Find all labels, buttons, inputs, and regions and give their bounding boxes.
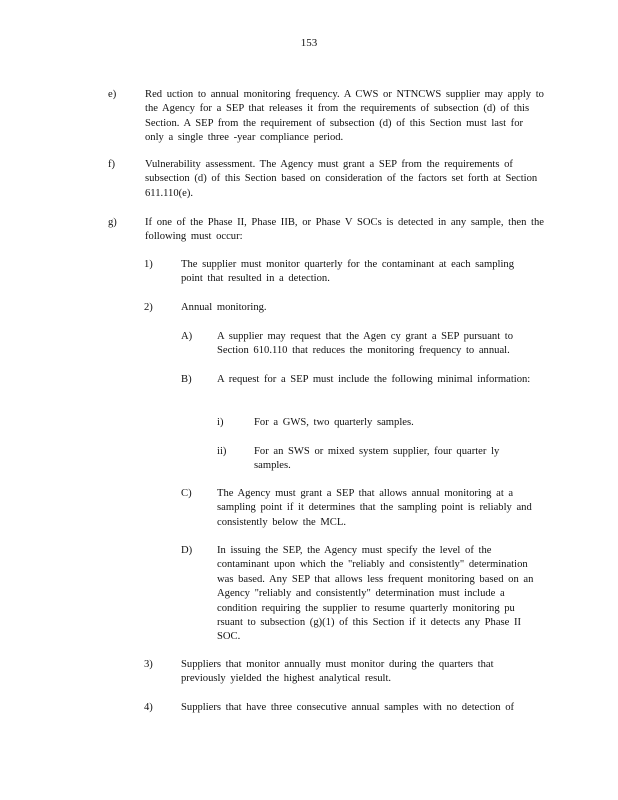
subparagraph-marker: A) xyxy=(181,331,193,342)
subparagraph-marker: 4) xyxy=(144,702,153,713)
subparagraph-marker: D) xyxy=(181,545,193,556)
subparagraph-text: Suppliers that have three consecutive annual samples with no detection of xyxy=(181,702,515,713)
paragraph-marker: f) xyxy=(108,159,116,170)
paragraph-text: If one of the Phase II, Phase IIB, or Phase V SOCs is detected in any sample, then the following must occur: xyxy=(145,217,544,243)
subparagraph-text: Suppliers that monitor annually must monitor during the quarters that previously yielded the highest analytical result. xyxy=(181,659,494,685)
subparagraph-text: For a GWS, two quarterly samples. xyxy=(254,417,414,428)
subparagraph-text: For an SWS or mixed system supplier, four quarter ly samples. xyxy=(254,446,500,472)
subparagraph-text: In issuing the SEP, the Agency must specify the level of the contaminant upon which the "reliably and consistently" determination was based. Any SEP that allows less frequent monitoring based on an Agency "reliably and consistently" determination must include a condition requiring the supplier to resume quarterly monitoring pu rsuant to subsection (g)(1) of this Section if it detects any Phase II SOC. xyxy=(217,545,534,643)
subparagraph-text: A request for a SEP must include the following minimal information: xyxy=(217,374,531,385)
subparagraph-marker: 2) xyxy=(144,302,153,313)
paragraph-text: Vulnerability assessment. The Agency must grant a SEP from the requirements of subsection (d) of this Section based on consideration of the factors set forth at Section 611.110(e). xyxy=(145,159,538,199)
page-number: 153 xyxy=(300,37,318,49)
subparagraph-marker: B) xyxy=(181,374,192,385)
subparagraph-text: A supplier may request that the Agen cy grant a SEP pursuant to Section 610.110 that reduces the monitoring frequency to annual. xyxy=(217,331,514,357)
subparagraph-text: The supplier must monitor quarterly for the contaminant at each sampling point that resulted in a detection. xyxy=(181,259,515,285)
subparagraph-marker: ii) xyxy=(217,446,227,457)
paragraph-text: Red uction to annual monitoring frequency. A CWS or NTNCWS supplier may apply to the Agency for a SEP that releases it from the requirements of subsection (d) of this Section. A SEP from the requirement of subsection (d) of this Section must last for only a single three -year compliance period. xyxy=(145,89,544,144)
subparagraph-marker: 1) xyxy=(144,259,153,270)
subparagraph-text: The Agency must grant a SEP that allows annual monitoring at a sampling point if it determines that the sampling point is reliably and consistently below the MCL. xyxy=(217,488,532,528)
subparagraph-marker: C) xyxy=(181,488,192,499)
paragraph-marker: g) xyxy=(108,217,117,228)
subparagraph-text: Annual monitoring. xyxy=(181,302,267,313)
paragraph-marker: e) xyxy=(108,89,117,100)
subparagraph-marker: i) xyxy=(217,417,224,428)
subparagraph-marker: 3) xyxy=(144,659,153,670)
